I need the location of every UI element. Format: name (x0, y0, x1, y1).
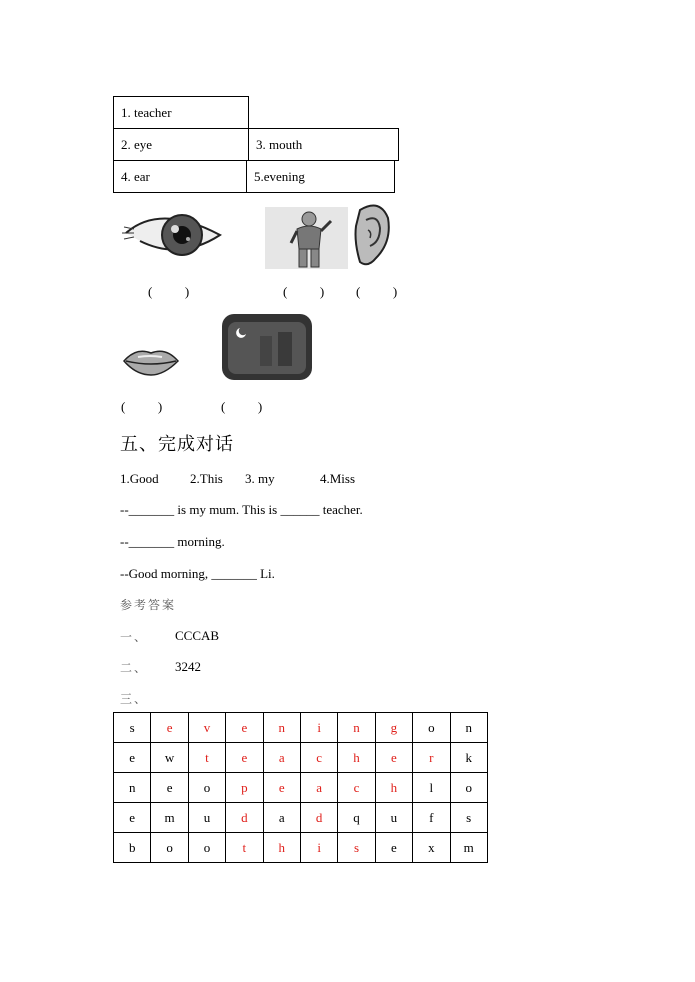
grid-cell: a (300, 773, 337, 803)
grid-cell: l (413, 773, 450, 803)
grid-row (114, 833, 488, 863)
answer-blank: ( ) (148, 284, 190, 299)
word-box-teacher (113, 96, 249, 129)
word-label: 1. teacher (121, 104, 172, 120)
word-box-mouth (248, 128, 399, 161)
answer-value: CCCAB (175, 628, 220, 643)
answer-blank: ( ) (356, 284, 398, 299)
grid-cell: e (226, 743, 263, 773)
grid-cell: o (188, 833, 225, 863)
grid-cell: s (450, 803, 487, 833)
grid-cell: t (188, 743, 225, 773)
grid-cell: s (338, 833, 375, 863)
grid-cell: t (226, 833, 263, 863)
word-label: 2. eye (121, 136, 153, 152)
grid-cell: h (338, 743, 375, 773)
mouth-picture (122, 345, 180, 377)
grid-cell: e (151, 713, 188, 743)
grid-cell: d (300, 803, 337, 833)
word-search-grid (113, 712, 488, 863)
evening-picture (220, 312, 314, 382)
eye-picture (120, 205, 226, 261)
word-label: 5.evening (254, 168, 305, 184)
grid-cell: m (151, 803, 188, 833)
grid-cell: e (226, 713, 263, 743)
grid-cell: o (450, 773, 487, 803)
word-label: 3. mouth (256, 136, 303, 152)
option-good: 1.Good (120, 471, 159, 486)
word-box-ear (113, 160, 247, 193)
word-label: 4. ear (121, 168, 150, 184)
answer-blank: ( ) (221, 399, 263, 414)
grid-cell: n (450, 713, 487, 743)
grid-cell: e (114, 743, 151, 773)
teacher-picture (265, 207, 348, 269)
grid-row (114, 803, 488, 833)
grid-cell: n (114, 773, 151, 803)
answer-blank: ( ) (121, 399, 163, 414)
dialogue-line: --_______ morning. (120, 534, 225, 549)
grid-cell: d (226, 803, 263, 833)
grid-cell: g (375, 713, 412, 743)
answer-label: 三、 (120, 692, 149, 706)
grid-cell: n (263, 713, 300, 743)
grid-cell: h (263, 833, 300, 863)
section-title: 五、完成对话 (120, 434, 234, 455)
grid-row (114, 743, 488, 773)
grid-cell: i (300, 713, 337, 743)
answer-value: 3242 (175, 659, 201, 674)
dialogue-line: --Good morning, _______ Li. (120, 566, 275, 581)
grid-cell: b (114, 833, 151, 863)
grid-cell: n (338, 713, 375, 743)
grid-cell: p (226, 773, 263, 803)
grid-cell: s (114, 713, 151, 743)
grid-cell: i (300, 833, 337, 863)
grid-cell: e (375, 743, 412, 773)
grid-cell: o (188, 773, 225, 803)
grid-cell: u (188, 803, 225, 833)
grid-cell: q (338, 803, 375, 833)
grid-cell: a (263, 803, 300, 833)
word-box-eye (113, 128, 249, 161)
grid-cell: f (413, 803, 450, 833)
answer-label: 二、 (120, 661, 149, 675)
grid-cell: e (263, 773, 300, 803)
grid-cell: o (413, 713, 450, 743)
grid-row (114, 713, 488, 743)
grid-cell: u (375, 803, 412, 833)
answers-title: 参考答案 (120, 598, 177, 612)
grid-cell: v (188, 713, 225, 743)
grid-cell: w (151, 743, 188, 773)
grid-row (114, 773, 488, 803)
grid-cell: o (151, 833, 188, 863)
grid-cell: k (450, 743, 487, 773)
grid-cell: e (114, 803, 151, 833)
option-miss: 4.Miss (320, 471, 356, 486)
option-my: 3. my (245, 471, 275, 486)
grid-cell: c (300, 743, 337, 773)
grid-cell: a (263, 743, 300, 773)
word-box-evening (246, 160, 395, 193)
grid-cell: e (151, 773, 188, 803)
option-this: 2.This (190, 471, 223, 486)
answer-blank: ( ) (283, 284, 325, 299)
grid-cell: r (413, 743, 450, 773)
ear-picture (350, 202, 392, 270)
grid-cell: c (338, 773, 375, 803)
answer-label: 一、 (120, 630, 149, 644)
grid-cell: h (375, 773, 412, 803)
grid-cell: m (450, 833, 487, 863)
dialogue-line: --_______ is my mum. This is ______ teacher. (120, 502, 363, 517)
grid-cell: x (413, 833, 450, 863)
grid-cell: e (375, 833, 412, 863)
